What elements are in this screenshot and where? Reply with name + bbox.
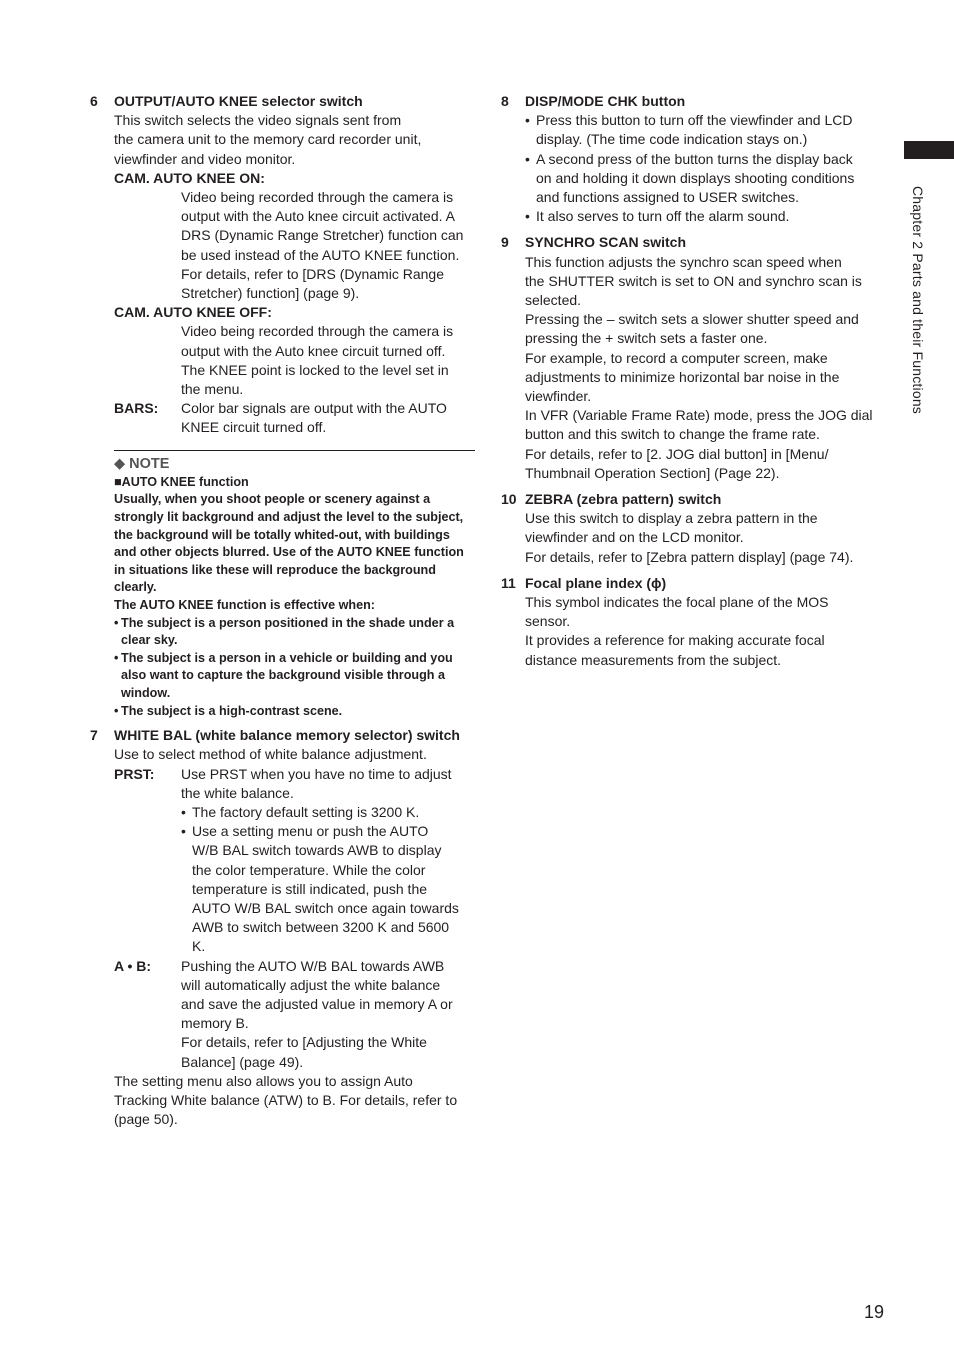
text-line: viewfinder. — [525, 388, 592, 405]
section-number: 10 — [501, 491, 517, 508]
section-10-heading — [501, 490, 886, 509]
text-line: KNEE circuit turned off. — [181, 419, 327, 436]
text-line: For details, refer to [Adjusting the White — [181, 1034, 427, 1051]
text-line: For example, to record a computer screen, make — [525, 349, 828, 366]
text-line: (page 50). — [114, 1111, 178, 1128]
text-line: in situations like these will reproduce the background — [114, 562, 436, 577]
text-line: clearly. — [114, 580, 157, 595]
text-line: temperature is still indicated, push the — [192, 880, 428, 897]
note-divider — [114, 450, 475, 451]
section-number: 6 — [90, 93, 98, 109]
section-6-heading — [90, 92, 480, 111]
text-line: Stretcher) function] (page 9). — [181, 285, 360, 302]
text-line: K. — [192, 938, 206, 955]
bullet-icon: • — [525, 112, 530, 129]
text-line: AWB to switch between 3200 K and 5600 — [192, 919, 450, 936]
text-line: Use this switch to display a zebra pattern in the — [525, 510, 818, 527]
definition-row — [114, 765, 480, 957]
note-bullet — [114, 650, 480, 703]
text-line: and functions assigned to USER switches. — [536, 189, 800, 206]
text-line: and save the adjusted value in memory A or — [181, 996, 453, 1013]
text-line: Tracking White balance (ATW) to B. For details, refer to — [114, 1092, 458, 1109]
chapter-tab-bar — [904, 141, 954, 159]
section-11-body — [525, 593, 886, 670]
text-line: the background will be totally whited-out, with buildings — [114, 527, 450, 542]
text-line: on and holding it down displays shooting conditions — [536, 169, 855, 186]
note-heading: ◆ NOTE — [114, 455, 170, 472]
text-line: the camera unit to the memory card recorder unit, — [114, 131, 422, 148]
left-column — [90, 92, 480, 1129]
bullet-icon: • — [114, 703, 119, 718]
text-line: DRS (Dynamic Range Stretcher) function can — [181, 227, 464, 244]
text-line: The AUTO KNEE function is effective when: — [114, 598, 376, 613]
text-line: For details, refer to [DRS (Dynamic Range — [181, 265, 444, 282]
text-line: also want to capture the background visible through a — [121, 668, 445, 683]
note-bullet — [114, 615, 480, 650]
right-column — [501, 92, 886, 670]
bullet-icon: • — [525, 208, 530, 225]
definition-body — [181, 765, 480, 957]
text-line: window. — [121, 685, 171, 700]
section-title: WHITE BAL (white balance memory selector) switch — [114, 727, 460, 744]
bullet-icon: • — [181, 803, 186, 820]
section-title: ZEBRA (zebra pattern) switch — [525, 491, 722, 508]
sub-heading: CAM. AUTO KNEE ON: — [114, 169, 265, 186]
text-line: button and this switch to change the frame rate. — [525, 426, 820, 443]
text-line: The subject is a person positioned in the shade under a — [121, 615, 455, 630]
text-line: This symbol indicates the focal plane of the MOS — [525, 594, 829, 611]
text-line: This function adjusts the synchro scan speed when — [525, 253, 842, 270]
definition-body — [181, 399, 480, 437]
text-line: selected. — [525, 292, 582, 309]
text-line: The subject is a person in a vehicle or building and you — [121, 650, 453, 665]
text-line: In VFR (Variable Frame Rate) mode, press the JOG dial — [525, 407, 873, 424]
note-box — [114, 474, 480, 720]
section-7-heading — [90, 726, 480, 745]
text-line: Pushing the AUTO W/B BAL towards AWB — [181, 957, 445, 974]
text-line: Color bar signals are output with the AUTO — [181, 400, 447, 417]
paragraph — [114, 111, 480, 169]
section-title: Focal plane index (ɸ) — [525, 574, 667, 591]
text-line: The factory default setting is 3200 K. — [192, 803, 420, 820]
bullet-item — [181, 803, 480, 822]
paragraph — [114, 1072, 480, 1130]
definition-row — [114, 957, 480, 1072]
section-10-body — [525, 509, 886, 567]
text-line: Press this button to turn off the viewfinder and LCD — [536, 112, 853, 129]
paragraph — [181, 188, 480, 303]
definition-term: PRST: — [114, 765, 155, 782]
section-title: SYNCHRO SCAN switch — [525, 234, 687, 251]
definition-row — [114, 399, 480, 437]
bullet-icon: • — [181, 823, 186, 840]
text-line: the SHUTTER switch is set to ON and synchro scan is — [525, 272, 862, 289]
text-line: viewfinder and video monitor. — [114, 150, 296, 167]
text-line: AUTO W/B BAL switch once again towards — [192, 900, 459, 916]
text-line: and other objects blurred. Use of the AUTO KNEE function — [114, 545, 464, 560]
bullet-icon: • — [525, 150, 530, 167]
text-line: The KNEE point is locked to the level set in — [181, 361, 449, 378]
note-bullet — [114, 703, 480, 721]
section-9-heading — [501, 233, 886, 252]
text-line: output with the Auto knee circuit turned off. — [181, 342, 446, 359]
text-line: Video being recorded through the camera is — [181, 323, 454, 340]
bullet-item — [525, 207, 886, 226]
text-line: distance measurements from the subject. — [525, 651, 782, 668]
section-9-body — [525, 253, 886, 483]
section-7-body — [114, 745, 480, 1129]
section-8-heading — [501, 92, 886, 111]
text-line: the color temperature. While the color — [192, 861, 426, 878]
text-line: pressing the + switch sets a faster one. — [525, 330, 768, 347]
text-line: the white balance. — [181, 784, 294, 801]
text-line: The setting menu also allows you to assign Auto — [114, 1072, 413, 1089]
text-line: Pressing the – switch sets a slower shutter speed and — [525, 311, 859, 328]
sub-heading: CAM. AUTO KNEE OFF: — [114, 304, 272, 321]
text-line: For details, refer to [Zebra pattern display] (page 74). — [525, 548, 854, 565]
text-line: Balance] (page 49). — [181, 1053, 304, 1070]
bullet-icon: • — [114, 650, 119, 665]
text-line: strongly lit background and adjust the level to the subject, — [114, 510, 464, 525]
text-line: For details, refer to [2. JOG dial button] in [Menu/ — [525, 445, 829, 462]
bullet-icon: • — [114, 615, 119, 630]
text-line: will automatically adjust the white balance — [181, 976, 441, 993]
text-line: viewfinder and on the LCD monitor. — [525, 529, 744, 546]
text-line: Thumbnail Operation Section] (Page 22). — [525, 464, 780, 481]
section-number: 7 — [90, 727, 98, 744]
text-line: Usually, when you shoot people or scenery against a — [114, 492, 431, 507]
text-line: be used instead of the AUTO KNEE function. — [181, 246, 460, 263]
text-line: Video being recorded through the camera is — [181, 189, 454, 206]
text-line: the menu. — [181, 381, 244, 398]
text-line: W/B BAL switch towards AWB to display — [192, 842, 442, 859]
text-line: A second press of the button turns the display back — [536, 150, 853, 167]
text-line: memory B. — [181, 1015, 249, 1032]
definition-term: BARS: — [114, 400, 159, 417]
bullet-item — [525, 111, 886, 149]
text-line: Use PRST when you have no time to adjust — [181, 765, 452, 782]
section-11-heading — [501, 574, 886, 593]
section-title: OUTPUT/AUTO KNEE selector switch — [114, 93, 363, 109]
text-line: sensor. — [525, 613, 571, 630]
section-8-body — [525, 111, 886, 226]
text-line: output with the Auto knee circuit activated. A — [181, 208, 455, 225]
text-line: This switch selects the video signals sent from — [114, 112, 402, 129]
text-line: display. (The time code indication stays on.) — [536, 131, 808, 148]
text-line: Use to select method of white balance adjustment. — [114, 746, 427, 763]
section-6-body — [114, 111, 480, 437]
text-line: It also serves to turn off the alarm sound. — [536, 208, 790, 225]
note-subheading: ■AUTO KNEE function — [114, 474, 249, 489]
text-line: The subject is a high-contrast scene. — [121, 703, 343, 718]
chapter-tab-label: Chapter 2 Parts and their Functions — [910, 186, 927, 415]
bullet-item — [525, 150, 886, 208]
definition-body — [181, 957, 480, 1072]
page-number: 19 — [864, 1302, 885, 1322]
section-number: 9 — [501, 234, 509, 251]
text-line: Use a setting menu or push the AUTO — [192, 823, 429, 840]
section-number: 11 — [501, 574, 516, 591]
section-number: 8 — [501, 93, 509, 109]
bullet-item — [181, 822, 480, 956]
definition-term: A • B: — [114, 957, 152, 974]
text-line: adjustments to minimize horizontal bar noise in the — [525, 368, 840, 385]
section-title: DISP/MODE CHK button — [525, 93, 686, 109]
paragraph — [181, 322, 480, 399]
text-line: It provides a reference for making accurate focal — [525, 632, 825, 649]
text-line: clear sky. — [121, 633, 178, 648]
